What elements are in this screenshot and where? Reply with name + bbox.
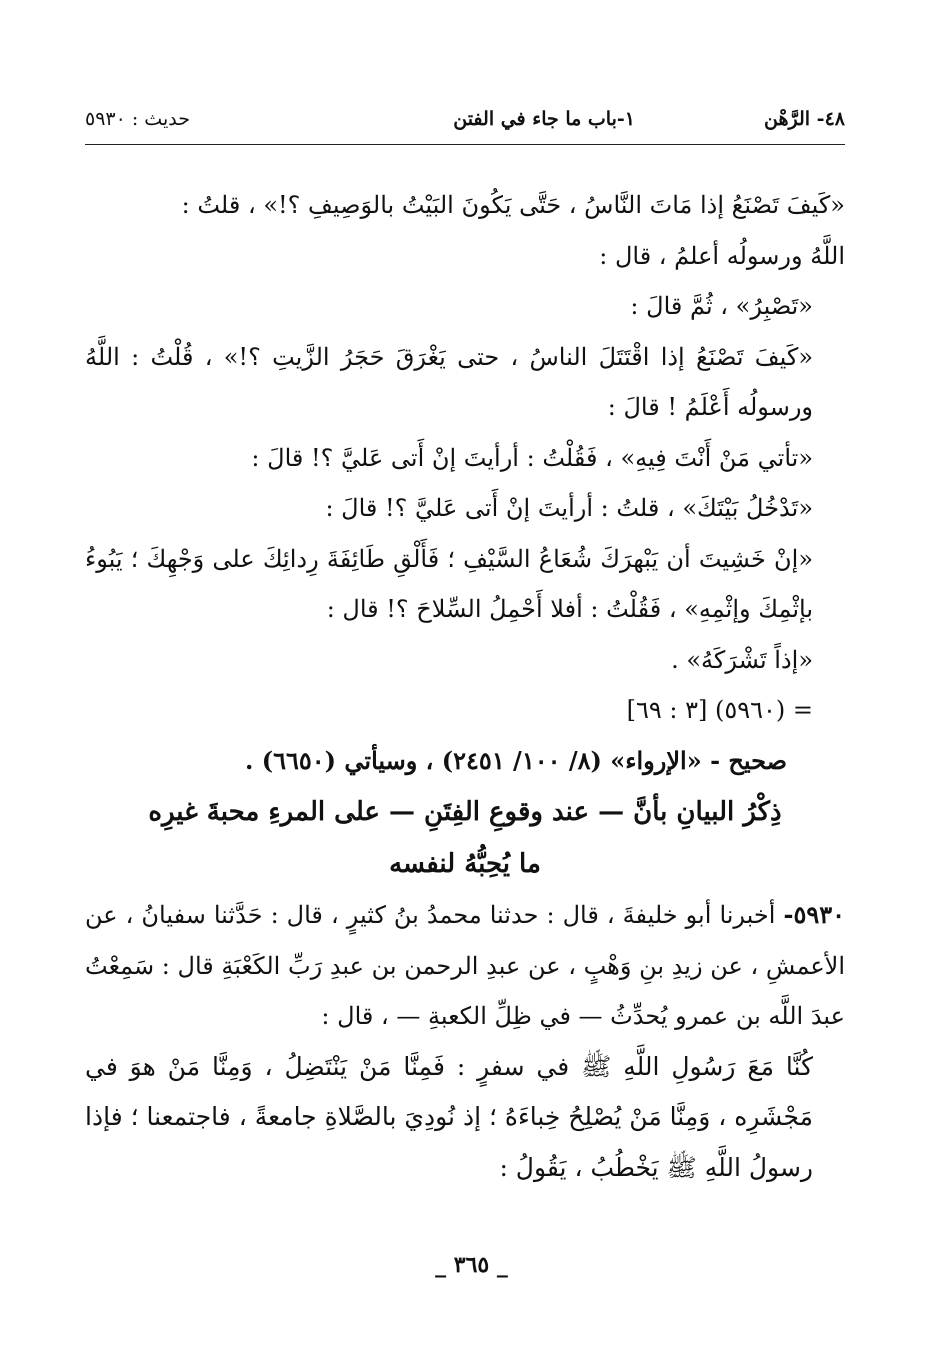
grading-note: صحيح - «الإرواء» (٨/ ١٠٠/ ٢٤٥١) ، وسيأتي (٦٦٥٠) . bbox=[245, 745, 787, 775]
text-line: «تَدْخُلُ بَيْتَكَ» ، قلتُ : أرأيتَ إنْ أَتى عَليَّ ؟! قالَ : bbox=[325, 494, 813, 522]
hadith-matn: كُنَّا مَعَ رَسُولِ اللَّهِ ﷺ في سفرٍ : فَمِنَّا مَنْ يَنْتَضِلُ ، وَمِنَّا مَنْ هوَ في مَجْشَرِه ، وَمِنَّا مَنْ يُصْلِحُ خِباءَهُ ؛ إذ نُودِيَ بالصَّلاةِ جامعةً ، فاجتمعنا ؛ فإذا رسولُ اللَّهِ ﷺ يَخْطُبُ ، يَقُولُ : bbox=[85, 1051, 814, 1182]
text-line: «تأتي مَنْ أَنْتَ فِيهِ» ، فَقُلْتُ : أرأيتَ إنْ أَتى عَليَّ ؟! قالَ : bbox=[251, 443, 813, 472]
hadith-isnad bbox=[85, 890, 845, 1042]
chapter-heading: ما يُحِبُّهُ لنفسه bbox=[389, 849, 541, 879]
chapter-title: ٤٨- الرَّهْن bbox=[764, 108, 845, 130]
hadith-number: ٥٩٣٠- bbox=[783, 900, 846, 929]
text-line: «كَيفَ تَصْنَعُ إذا مَاتَ النَّاسُ ، حَتَّى يَكُونَ البَيْتُ بالوَصِيفِ ؟!» ، قلتُ : bbox=[181, 191, 845, 219]
section-title: ١-باب ما جاء في الفتن bbox=[453, 108, 635, 130]
page-body bbox=[85, 180, 845, 1193]
hadith-reference: حديث : ٥٩٣٠ bbox=[85, 108, 190, 130]
text-line: اللَّهُ ورسولُه أعلمُ ، قال : bbox=[599, 241, 845, 270]
text-line: «تَصْبِرُ» ، ثُمَّ قالَ : bbox=[630, 292, 813, 320]
page-number: _ ٣٦٥ _ bbox=[435, 1252, 508, 1278]
text-line: «إنْ خَشِيتَ أن يَبْهرَكَ شُعَاعُ السَّيْفِ ؛ فَأَلْقِ طَائِفَةَ رِدائِكَ على وَجْهِكَ ؛ يَبُوءُ بإثْمِكَ وإثْمِهِ» ، فَقُلْتُ : أفلا أَحْمِلُ السِّلاحَ ؟! قال : bbox=[85, 544, 813, 623]
cross-reference: = (٥٩٦٠) [٣ : ٦٩] bbox=[626, 696, 813, 724]
text-line: «كَيفَ تَصْنَعُ إذا اقْتَتَلَ الناسُ ، حتى يَغْرَقَ حَجَرُ الزَّيتِ ؟!» ، قُلْتُ : اللَّهُ ورسولُه أَعْلَمُ ! قالَ : bbox=[85, 342, 813, 421]
text-line: «إذاً تَشْرَكَهُ» . bbox=[671, 645, 813, 674]
chapter-heading: ذِكْرُ البيانِ بأنَّ — عند وقوعِ الفِتَنِ — على المرءِ محبةَ غيرِه bbox=[148, 797, 782, 827]
header-divider bbox=[85, 144, 845, 145]
running-header bbox=[85, 108, 845, 138]
isnad-text: أخبرنا أبو خليفةَ ، قال : حدثنا محمدُ بنُ كثيرٍ ، قال : حَدَّثنا سفيانُ ، عن الأعمشِ ، عن زيدِ بنِ وَهْبٍ ، عن عبدِ الرحمن بن عبدِ رَبِّ الكَعْبَةِ قال : سَمِعْتُ عبدَ اللَّه بن عمرو يُحدِّثُ — في ظِلِّ الكعبةِ — ، قال : bbox=[85, 901, 845, 1030]
